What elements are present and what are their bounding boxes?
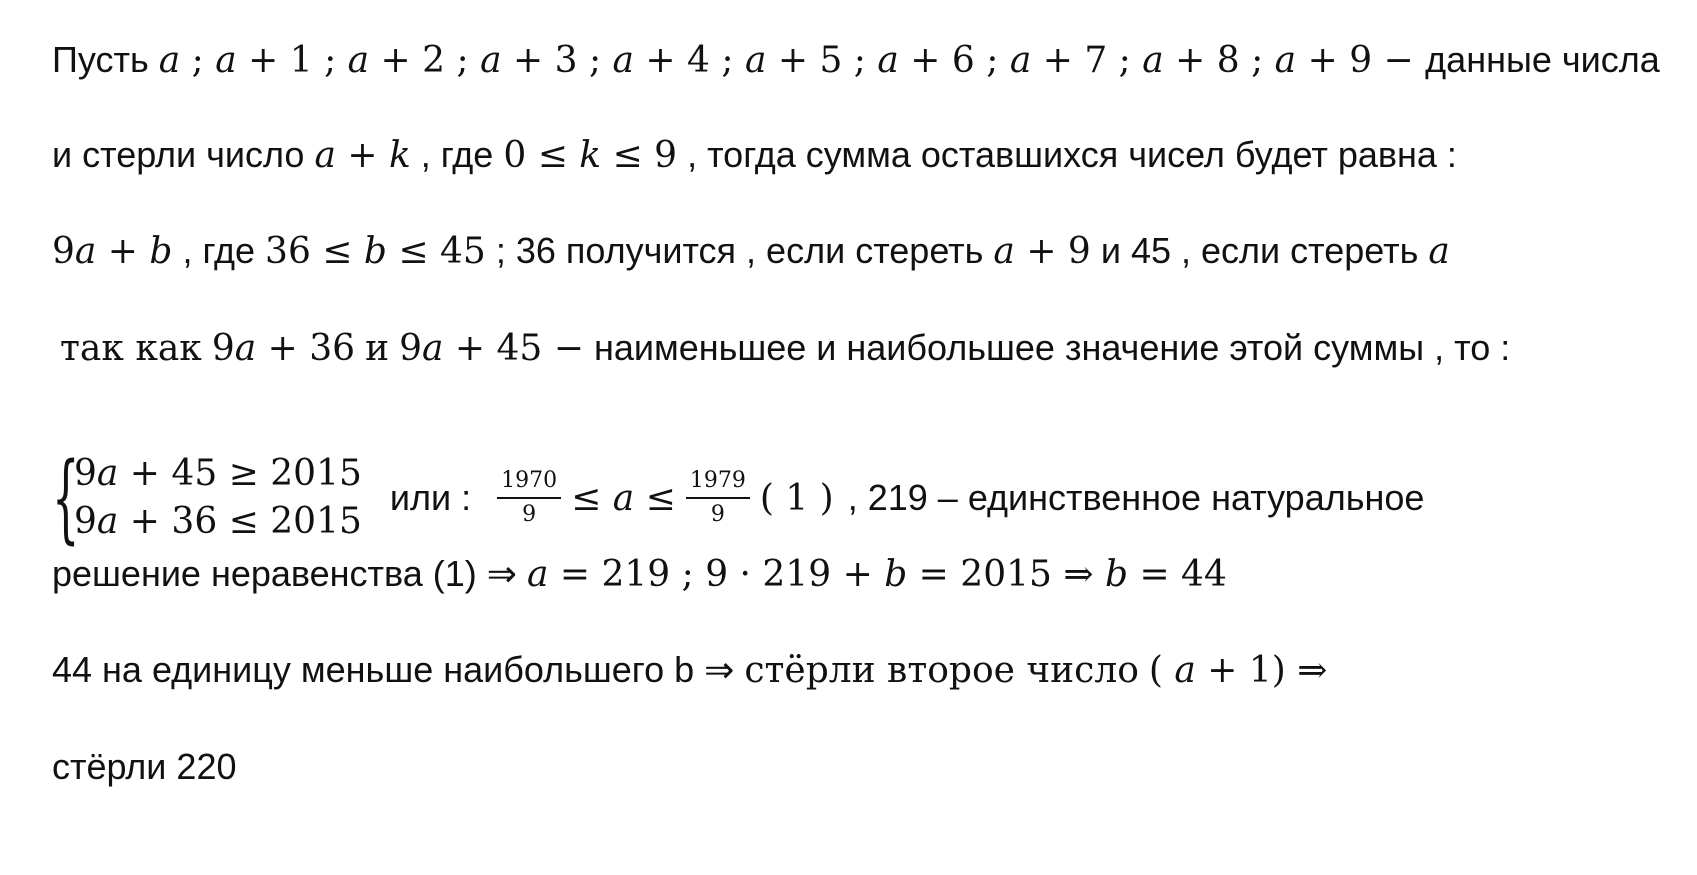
line6-math-1: 𝑎 = 219 ; 9 · 219 + 𝑏 = 2015 ⇒ 𝑏 = 44 [526,554,1227,595]
line4-text-1: так как [60,328,202,369]
fraction-lower-bound [497,468,561,528]
system-rows [74,450,362,546]
inequality-system-line [52,442,1425,554]
solution-line-4 [60,326,1510,371]
system-brace: { [52,442,80,554]
line3-text-2: ; 36 получится , если стереть [495,230,984,271]
line8-text-1: стёрли 220 [52,746,237,787]
line2-math-1: 𝑎 + 𝑘 [314,135,411,176]
fraction-upper-bound [686,468,750,528]
line1-text-start: Пусть [52,39,149,80]
line3-math-1: 9𝑎 + 𝑏 [52,231,173,272]
line2-text-2: , где [420,134,494,175]
line7-math-2: ( 𝑎 + 1) ⇒ [1148,650,1328,691]
line5-text-2: , 219 – единственное натуральное [847,477,1425,518]
line2-math-2: 0 ≤ 𝑘 ≤ 9 [503,135,678,176]
system-continuation [390,468,1425,528]
line1-sequence-math: 𝑎 ; 𝑎 + 1 ; 𝑎 + 2 ; 𝑎 + 3 ; 𝑎 + 4 ; 𝑎 + 5 ; 𝑎 + 6 ; 𝑎 + 7 ; 𝑎 + 8 ; 𝑎 + 9 [158,40,1373,81]
system-row-1: 9𝑎 + 45 ≥ 2015 [74,453,362,494]
fraction-upper-numerator: 1979 [686,468,750,499]
line7-math-1: стёрли второе число [744,650,1139,691]
fraction-upper-denominator: 9 [710,502,725,527]
line4-math-1: 9𝑎 + 36 [211,328,356,369]
line2-text-3: , тогда сумма оставшихся чисел будет равна : [687,134,1457,175]
solution-line-1 [52,38,1660,83]
line3-math-2: 36 ≤ 𝑏 ≤ 45 [265,231,486,272]
line4-text-2: и [365,328,390,369]
system-row-2: 9𝑎 + 36 ≤ 2015 [74,501,362,542]
line2-text-1: и стерли число [52,134,305,175]
line6-text-1: решение неравенства (1) ⇒ [52,553,517,594]
solution-line-3 [52,229,1450,274]
line1-text-end: данные числа [1425,39,1660,80]
line1-dash: − [1372,40,1426,81]
line5-math-2: ( 1 ) [759,477,834,519]
line5-text-1: или : [389,477,472,518]
fraction-lower-numerator: 1970 [497,468,561,499]
fraction-lower-denominator: 9 [522,502,537,527]
solution-line-2 [52,133,1457,178]
line5-math-1: ≤ 𝑎 ≤ [571,477,676,519]
solution-line-6 [52,552,1227,597]
solution-line-8 [52,745,236,789]
line3-math-4: 𝑎 [1428,231,1450,272]
line3-text-3: и 45 , если стереть [1100,230,1419,271]
line3-math-3: 𝑎 + 9 [993,231,1091,272]
solution-line-7 [52,648,1327,693]
line7-text-1: 44 на единицу меньше наибольшего b ⇒ [52,649,735,690]
line3-text-1: , где [182,230,256,271]
line4-math-2: 9𝑎 + 45 − [399,328,584,369]
line4-text-3: наименьшее и наибольшее значение этой суммы , то : [593,327,1511,368]
